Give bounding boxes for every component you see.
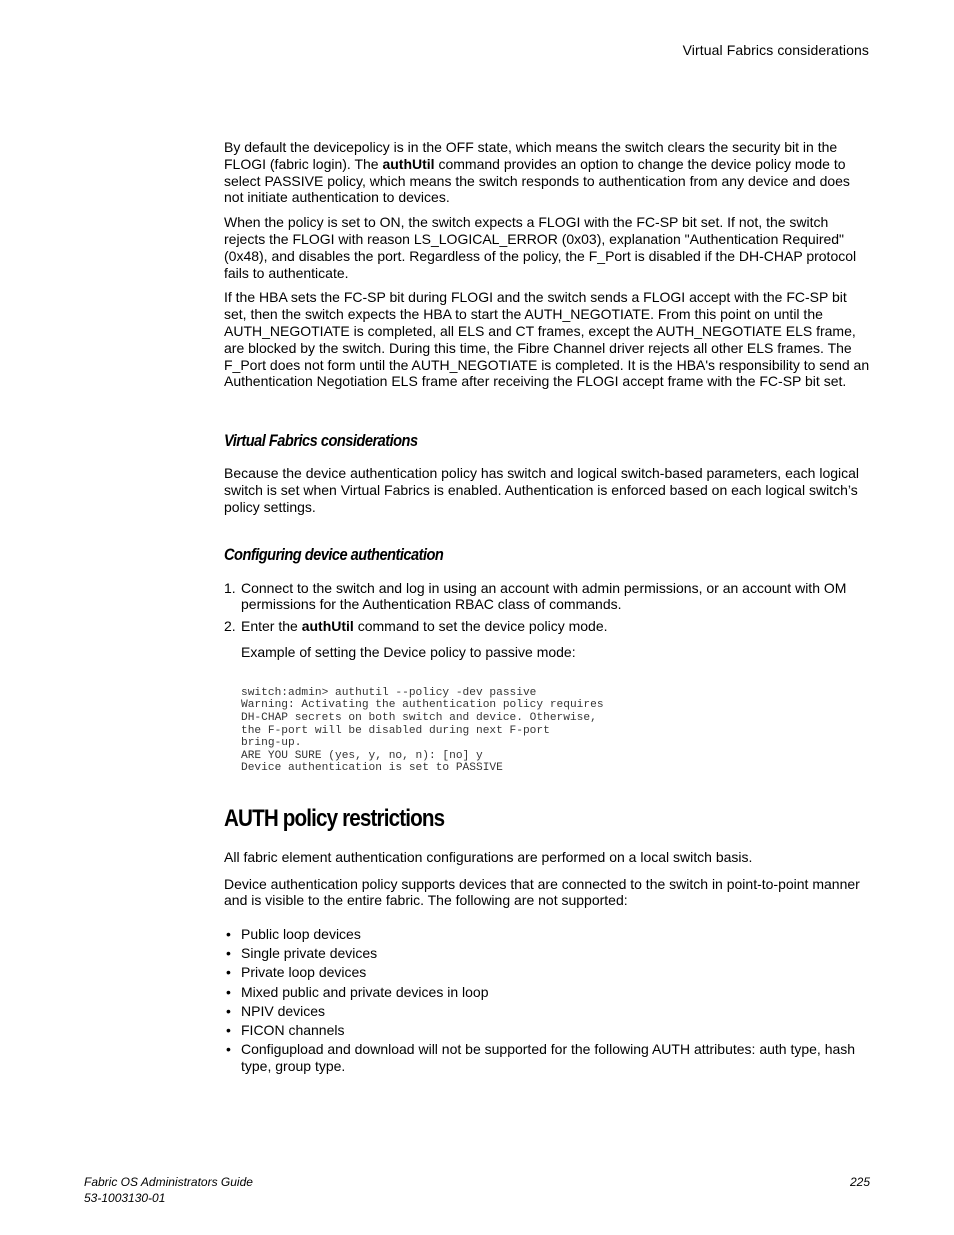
footer-doc-number: 53-1003130-01 [84, 1190, 166, 1205]
vf-section-paragraph: Because the device authentication policy has switch and logical switch-based parameters, each logical switch is set when Virtual Fabrics is enabled. Authentication is enforced based on each logical switch’s policy settings. [224, 465, 860, 515]
list-item-text: Single private devices [241, 945, 378, 962]
list-item [224, 945, 872, 962]
intro-paragraph-1 [224, 139, 872, 206]
running-header: Virtual Fabrics considerations [682, 42, 869, 58]
list-item-text: Configupload and download will not be supported for the following AUTH attributes: auth type, hash type, group type. [241, 1040, 856, 1074]
list-item-text: FICON channels [241, 1021, 345, 1038]
text-run: command provides an option to change the device policy mode to select PASSIVE policy, which means the switch responds to authentication from any device and does not initiate authentication to devices. [224, 155, 850, 206]
list-item [224, 1003, 872, 1020]
command-name: authUtil [382, 155, 435, 172]
vf-section-heading: Virtual Fabrics considerations [224, 431, 418, 451]
bullet-icon: • [226, 1021, 231, 1038]
list-item [224, 1022, 872, 1039]
list-item [224, 618, 872, 635]
bullet-icon: • [226, 945, 231, 962]
bullet-icon: • [226, 964, 231, 981]
example-label: Example of setting the Device policy to passive mode: [241, 643, 576, 660]
list-item [224, 1041, 872, 1075]
step-text: command to set the device policy mode. [353, 618, 608, 635]
list-item-text: NPIV devices [241, 1002, 326, 1019]
auth-paragraph-1: All fabric element authentication configurations are performed on a local switch basis. [224, 848, 753, 865]
text-run: By default the devicepolicy is in the OFF state, which means the switch clears the security bit in the FLOGI (fabric login). The [224, 139, 838, 172]
step-number: 1. [224, 579, 236, 596]
page-number: 225 [849, 1175, 870, 1189]
list-item [224, 964, 872, 981]
config-section-heading: Configuring device authentication [224, 544, 444, 564]
bullet-icon: • [226, 1002, 231, 1019]
list-item-text: Public loop devices [241, 926, 361, 943]
page-content [224, 139, 872, 1077]
auth-section-heading: AUTH policy restrictions [224, 804, 445, 832]
intro-paragraph-2: When the policy is set to ON, the switch expects a FLOGI with the FC-SP bit set. If not, the switch rejects the FLOGI with reason LS_LOGICAL_ERROR (0x03), explanation "Authentication Required"(0x48), and disables the port. Regardless of the policy, the F_Port is disabled if the DH-CHAP protocol fails to authenticate. [224, 214, 857, 281]
list-item [224, 926, 872, 943]
bullet-icon: • [226, 926, 231, 943]
auth-paragraph-2: Device authentication policy supports devices that are connected to the switch in point-to-point manner and is visible to the entire fabric. The following are not supported: [224, 875, 860, 909]
footer-guide-title: Fabric OS Administrators Guide [84, 1175, 253, 1189]
step-text: Enter the [241, 618, 302, 635]
config-steps-list [224, 580, 872, 635]
bullet-icon: • [226, 983, 231, 1000]
footer-doc-info [84, 1175, 253, 1206]
code-example: switch:admin> authutil --policy -dev passive Warning: Activating the authentication policy requires DH-CHAP secrets on both switch and device. Otherwise, the F-port will be disabled during next F-port bring-up. ARE YOU SURE (yes, y, no, n): [no] y Device authentication is set to PASSIVE [241, 686, 604, 775]
unsupported-list [224, 926, 872, 1074]
list-item [224, 984, 872, 1001]
list-item-text: Private loop devices [241, 964, 367, 981]
step-text: Connect to the switch and log in using an account with admin permissions, or an account with OM permissions for the Authentication RBAC class of commands. [241, 579, 847, 613]
command-name: authUtil [301, 618, 354, 635]
bullet-icon: • [226, 1040, 231, 1057]
step-number: 2. [224, 618, 236, 635]
list-item-text: Mixed public and private devices in loop [241, 983, 489, 1000]
list-item [224, 580, 872, 614]
intro-paragraph-3: If the HBA sets the FC-SP bit during FLOGI and the switch sends a FLOGI accept with the FC-SP bit set, then the switch expects the HBA to start the AUTH_NEGOTIATE. From this point on until the AUTH_NEGOTIATE is completed, all ELS and CT frames, except the AUTH_NEGOTIATE ELS frame, are blocked by the switch. During this time, the Fibre Channel driver rejects all other ELS frames. The F_Port does not form until the AUTH_NEGOTIATE is completed. It is the HBA's responsibility to send an Authentication Negotiation ELS frame after receiving the FLOGI accept frame with the FC-SP bit set. [224, 289, 870, 390]
